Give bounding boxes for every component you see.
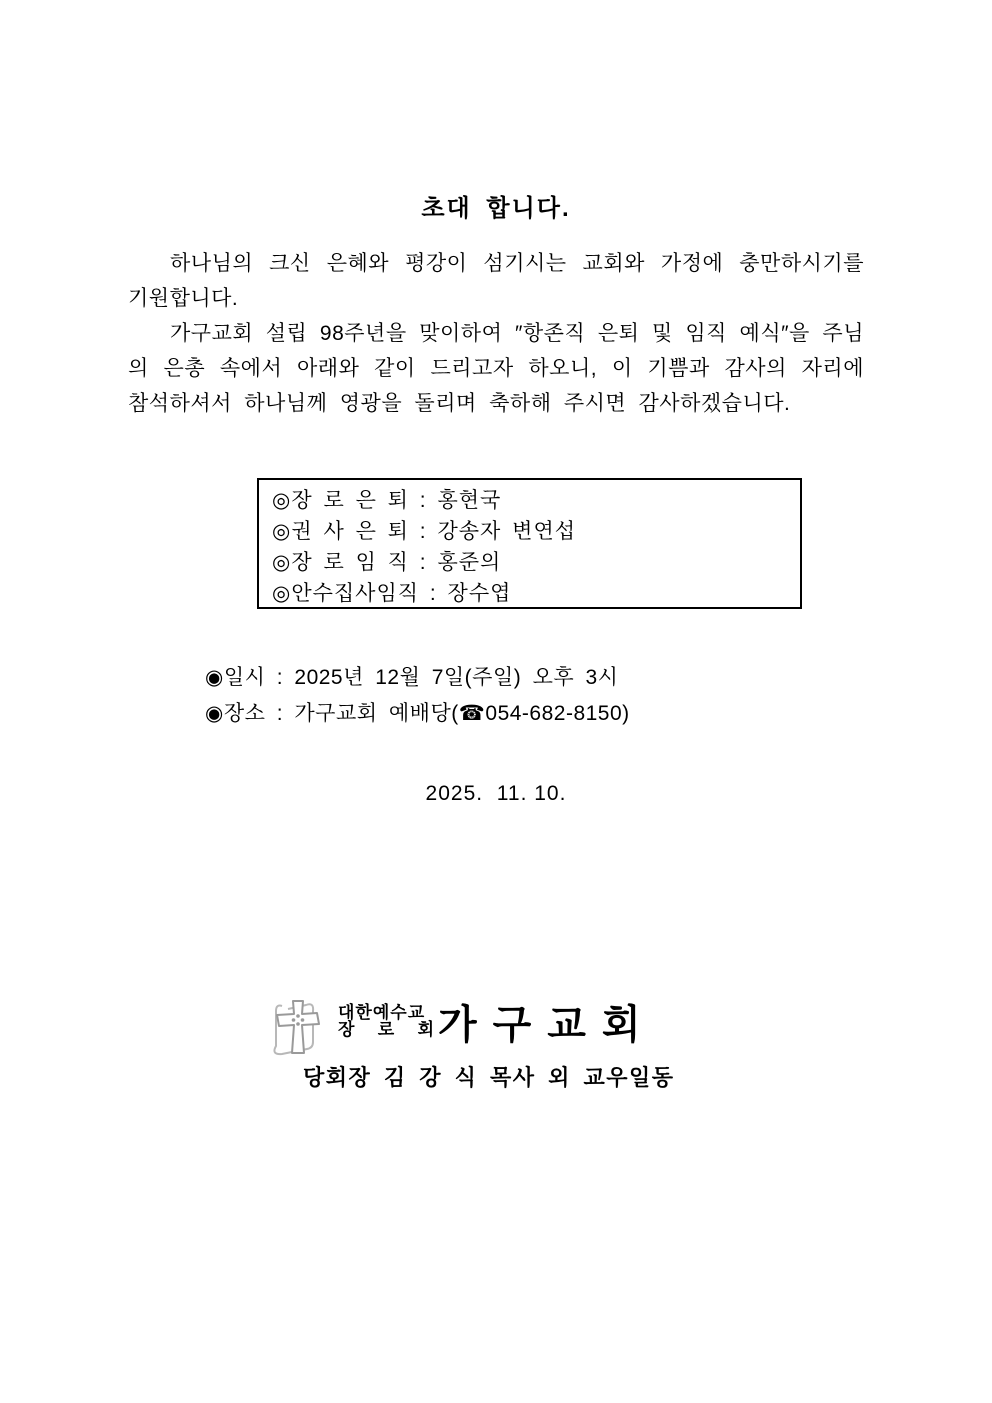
denomination-line2: 장 로 회 <box>338 1020 434 1039</box>
denomination-line1: 대한예수교 <box>338 1003 426 1022</box>
church-identity-block <box>262 997 644 1059</box>
invitation-title: 초대 합니다. <box>421 195 571 222</box>
signature-line: 당회장 김 강 식 목사 외 교우일동 <box>303 1065 675 1090</box>
denomination-name <box>338 1004 434 1038</box>
honoree-line-deaconess-retirement: ◎권 사 은 퇴 : 강송자 변연섭 <box>272 520 577 543</box>
detail-line-datetime: ◉일시 : 2025년 12월 7일(주일) 오후 3시 <box>205 666 619 689</box>
greeting-paragraph: 하나님의 크신 은혜와 평강이 섬기시는 교회와 가정에 충만하시기를 기원합니다. <box>128 252 864 310</box>
honoree-line-elder-installation: ◎장 로 임 직 : 홍준의 <box>272 551 502 574</box>
cross-logo-icon <box>262 997 336 1059</box>
detail-line-location: ◉장소 : 가구교회 예배당(☎054-682-8150) <box>205 702 630 725</box>
honoree-line-elder-retirement: ◎장 로 은 퇴 : 홍현국 <box>272 489 502 512</box>
body-paragraph: 가구교회 설립 98주년을 맞이하여 ″항존직 은퇴 및 임직 예식″을 주님의 은총 속에서 아래와 같이 드리고자 하오니, 이 기쁨과 감사의 자리에 참석하셔서 하나님께 영광을 돌리며 축하해 주시면 감사하겠습니다. <box>128 322 864 415</box>
honorees-box <box>257 478 802 609</box>
event-details <box>205 660 630 732</box>
invitation-body <box>128 246 864 421</box>
honoree-line-deacon-installation: ◎안수집사임직 : 장수엽 <box>272 582 512 605</box>
issued-date: 2025. 11. 10. <box>425 782 567 805</box>
church-name: 가 구 교 회 <box>438 1002 644 1047</box>
